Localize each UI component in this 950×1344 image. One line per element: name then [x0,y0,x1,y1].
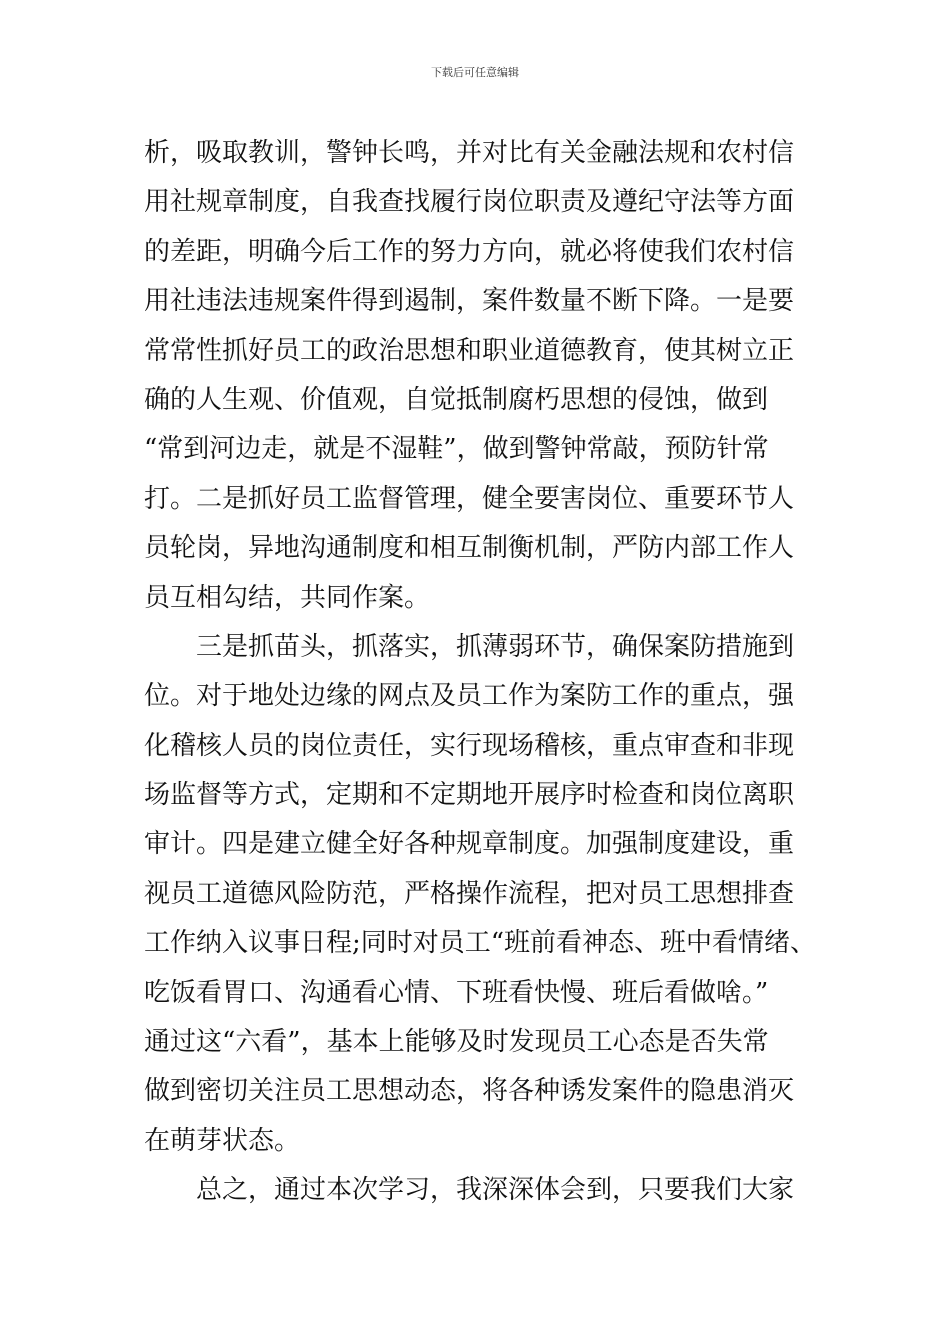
text-line: “常到河边走，就是不湿鞋”，做到警钟常敲，预防针常 [144,434,769,465]
text-line: 视员工道德风险防范，严格操作流程，把对员工思想排查 [144,878,795,909]
text-line: 场监督等方式，定期和不定期地开展序时检查和岗位离职 [144,780,795,811]
text-line: 打。二是抓好员工监督管理，健全要害岗位、重要环节人 [144,483,795,514]
paragraph-start-line: 总之，通过本次学习，我深深体会到，只要我们大家 [196,1175,795,1206]
text-line: 的差距，明确今后工作的努力方向，就必将使我们农村信 [144,236,795,267]
text-line: 审计。四是建立健全好各种规章制度。加强制度建设，重 [144,829,795,860]
paragraph-start-line: 三是抓苗头，抓落实，抓薄弱环节，确保案防措施到 [196,631,795,662]
text-line: 常常性抓好员工的政治思想和职业道德教育，使其树立正 [144,335,795,366]
text-line: 做到密切关注员工思想动态，将各种诱发案件的隐患消灭 [144,1076,795,1107]
text-line: 工作纳入议事日程;同时对员工“班前看神态、班中看情绪、 [144,928,817,959]
text-line: 析，吸取教训，警钟长鸣，并对比有关金融法规和农村信 [144,138,795,168]
page-header: 下载后可任意编辑 [431,66,519,79]
text-line: 确的人生观、价值观，自觉抵制腐朽思想的侵蚀，做到 [144,384,769,415]
text-line: 化稽核人员的岗位责任，实行现场稽核，重点审查和非现 [144,730,795,761]
text-line: 员互相勾结，共同作案。 [144,582,431,613]
text-line: 用社违法违规案件得到遏制，案件数量不断下降。一是要 [144,286,795,317]
text-line: 用社规章制度，自我查找履行岗位职责及遵纪守法等方面 [144,187,795,218]
text-line: 吃饭看胃口、沟通看心情、下班看快慢、班后看做啥。” [144,977,769,1008]
text-line: 通过这“六看”，基本上能够及时发现员工心态是否失常 [144,1027,769,1058]
document-body [144,129,824,1216]
text-line: 员轮岗，异地沟通制度和相互制衡机制，严防内部工作人 [144,533,795,564]
text-line: 在萌芽状态。 [144,1125,301,1156]
text-line: 位。对于地处边缘的网点及员工作为案防工作的重点，强 [144,681,795,712]
